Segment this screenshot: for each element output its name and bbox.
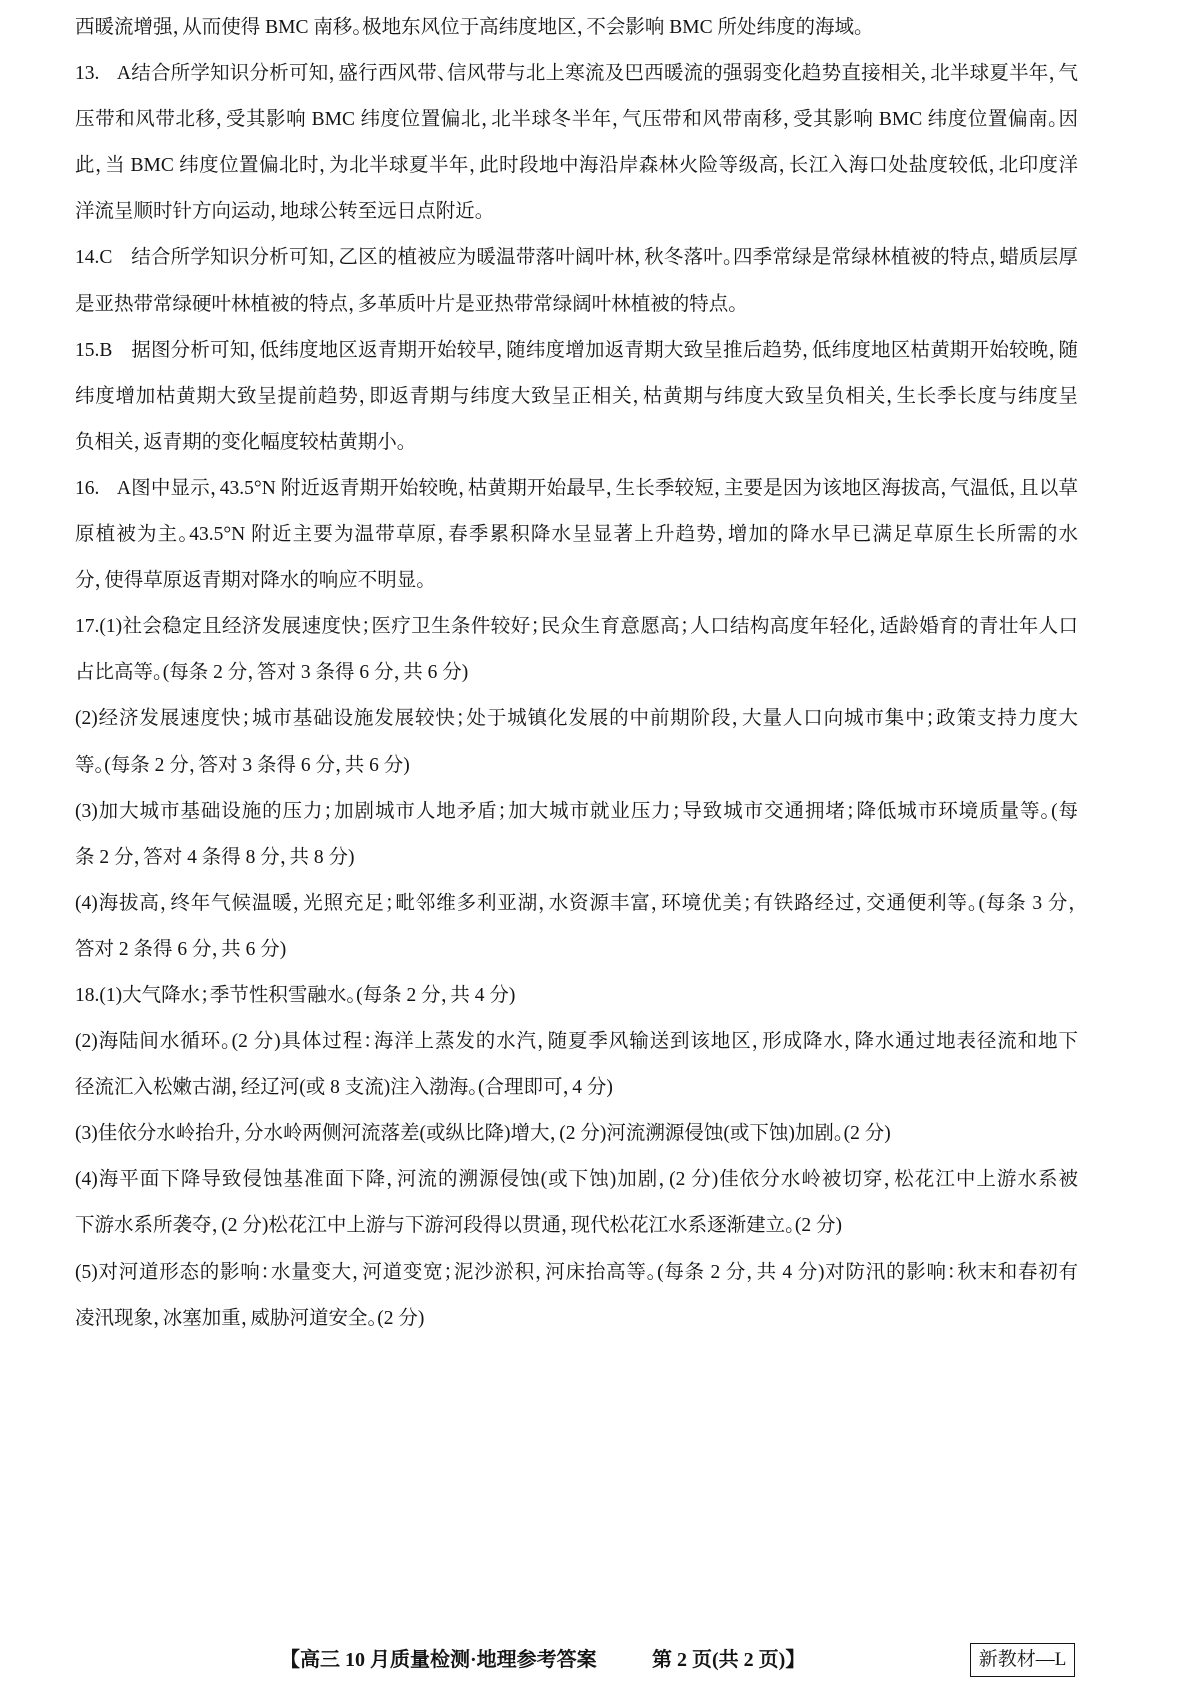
answer-line: (5)对河道形态的影响：水量变大，河道变宽；泥沙淤积，河床抬高等。(每条 2 分，共 4 分)对防汛的影响：秋末和春初有 — [75, 1261, 1078, 1283]
answer-line: 下游水系所袭夺，(2 分)松花江中上游与下游河段得以贯通，现代松花江水系逐渐建立。(2 分) — [75, 1215, 842, 1237]
question-17 — [75, 604, 1078, 973]
answer-line: 原植被为主。43.5°N 附近主要为温带草原，春季累积降水呈显著上升趋势，增加的降水早已满足草原生长所需的水 — [75, 524, 1078, 546]
answer-line — [75, 604, 1078, 650]
answer-line: (4)海拔高，终年气候温暖，光照充足；毗邻维多利亚湖，水资源丰富，环境优美；有铁路经过，交通便利等。(每条 3 分， — [75, 892, 1078, 914]
answer-text: (1)社会稳定且经济发展速度快；医疗卫生条件较好；民众生育意愿高；人口结构高度年轻化，适龄婚育的青壮年人口 — [99, 616, 1078, 638]
answer-line: 负相关，返青期的变化幅度较枯黄期小。 — [75, 431, 407, 453]
answer-line: (2)海陆间水循环。(2 分)具体过程：海洋上蒸发的水汽，随夏季风输送到该地区，形成降水，降水通过地表径流和地下 — [75, 1031, 1078, 1053]
answer-line: 是亚热带常绿硬叶林植被的特点，多革质叶片是亚热带常绿阔叶林植被的特点。 — [75, 293, 739, 315]
answer-line — [75, 51, 1078, 97]
question-number: 15.B — [75, 339, 113, 361]
edition-badge: 新教材—L — [970, 1643, 1075, 1677]
question-number: 14.C — [75, 247, 113, 269]
question-number: 17. — [75, 616, 100, 638]
answer-line — [75, 235, 1078, 281]
answer-text: 结合所学知识分析可知，乙区的植被应为暖温带落叶阔叶林，秋冬落叶。四季常绿是常绿林植被的特点，蜡质层厚 — [131, 247, 1078, 269]
question-16 — [75, 466, 1078, 604]
answer-line: (3)佳依分水岭抬升，分水岭两侧河流落差(或纵比降)增大，(2 分)河流溯源侵蚀(或下蚀)加剧。(2 分) — [75, 1123, 891, 1145]
answer-text: 结合所学知识分析可知，盛行西风带、信风带与北上寒流及巴西暖流的强弱变化趋势直接相关，北半球夏半年，气 — [131, 63, 1078, 85]
answer-line: (2)经济发展速度快；城市基础设施发展较快；处于城镇化发展的中前期阶段，大量人口向城市集中；政策支持力度大 — [75, 708, 1078, 730]
question-number: 18. — [75, 984, 100, 1006]
answer-line: 占比高等。(每条 2 分，答对 3 条得 6 分，共 6 分) — [75, 662, 469, 684]
answer-line: 条 2 分，答对 4 条得 8 分，共 8 分) — [75, 846, 355, 868]
answer-line — [75, 328, 1078, 374]
question-13 — [75, 51, 1078, 235]
answer-line: 纬度增加枯黄期大致呈提前趋势，即返青期与纬度大致呈正相关，枯黄期与纬度大致呈负相关，生长季长度与纬度呈 — [75, 385, 1078, 407]
answer-page — [75, 5, 1078, 1342]
answer-line: 等。(每条 2 分，答对 3 条得 6 分，共 6 分) — [75, 754, 410, 776]
answer-line: (3)加大城市基础设施的压力；加剧城市人地矛盾；加大城市就业压力；导致城市交通拥堵；降低城市环境质量等。(每 — [75, 800, 1078, 822]
question-18 — [75, 973, 1078, 1342]
answer-line — [75, 466, 1078, 512]
answer-line: 洋流呈顺时针方向运动，地球公转至远日点附近。 — [75, 201, 485, 223]
answer-text: 据图分析可知，低纬度地区返青期开始较早，随纬度增加返青期大致呈推后趋势，低纬度地区枯黄期开始较晚，随 — [131, 339, 1078, 361]
question-number: 16. A — [75, 477, 131, 499]
answer-line: 答对 2 条得 6 分，共 6 分) — [75, 938, 287, 960]
answer-line: (4)海平面下降导致侵蚀基准面下降，河流的溯源侵蚀(或下蚀)加剧，(2 分)佳依分水岭被切穿，松花江中上游水系被 — [75, 1169, 1078, 1191]
answer-line: 此，当 BMC 纬度位置偏北时，为北半球夏半年，此时段地中海沿岸森林火险等级高，长江入海口处盐度较低，北印度洋 — [75, 155, 1078, 177]
answer-line: 压带和风带北移，受其影响 BMC 纬度位置偏北，北半球冬半年，气压带和风带南移，受其影响 BMC 纬度位置偏南。因 — [75, 109, 1078, 131]
answer-line — [75, 973, 1078, 1019]
answer-line: 西暖流增强，从而使得 BMC 南移。极地东风位于高纬度地区，不会影响 BMC 所处纬度的海域。 — [75, 17, 864, 38]
question-14 — [75, 235, 1078, 327]
question-number: 13. A — [75, 63, 131, 85]
answer-line: 分，使得草原返青期对降水的响应不明显。 — [75, 570, 427, 592]
footer-title: 【高三 10 月质量检测·地理参考答案 — [290, 1649, 597, 1671]
continuation-paragraph — [75, 5, 1078, 51]
answer-text: (1)大气降水；季节性积雪融水。(每条 2 分，共 4 分) — [99, 984, 516, 1006]
answer-text: 图中显示，43.5°N 附近返青期开始较晚，枯黄期开始最早，生长季较短，主要是因为该地区海拔高，气温低，且以草 — [131, 477, 1078, 499]
question-15 — [75, 328, 1078, 466]
answer-line: 径流汇入松嫩古湖，经辽河(或 8 支流)注入渤海。(合理即可，4 分) — [75, 1077, 613, 1099]
answer-line: 凌汛现象，冰塞加重，威胁河道安全。(2 分) — [75, 1307, 425, 1329]
footer-page-number: 第 2 页(共 2 页)】 — [652, 1649, 796, 1671]
